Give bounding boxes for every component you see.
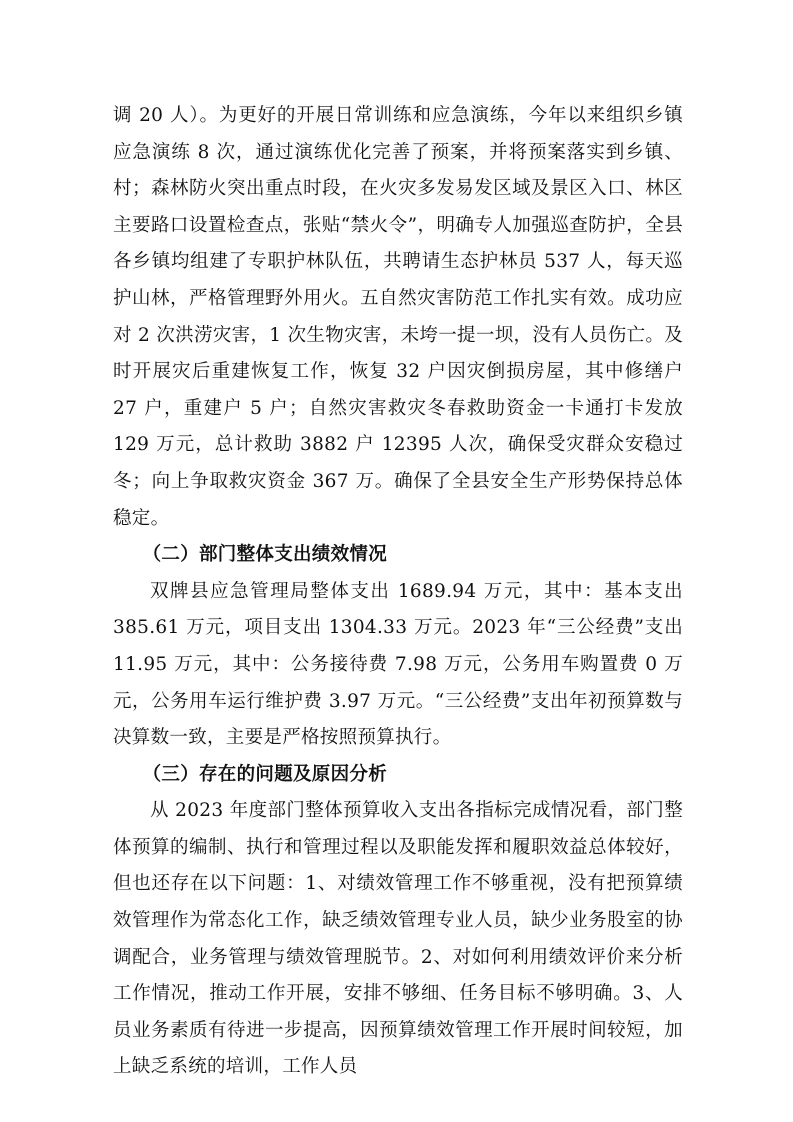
paragraph-problems: 从 2023 年度部门整体预算收入支出各指标完成情况看，部门整体预算的编制、执行和管理过程以及职能发挥和履职效益总体较好，但也还存在以下问题：1、对绩效管理工作不够重视，没有把预算绩效管理作为常态化工作，缺乏绩效管理专业人员，缺少业务股室的协调配合，业务管理与绩效管理脱节。2、对如何利用绩效评价来分析工作情况，推动工作开展，安排不够细、任务目标不够明确。3、人员业务素质有待进一步提高，因预算绩效管理工作开展时间较短，加上缺乏系统的培训，工作人员 bbox=[113, 800, 683, 1078]
paragraph-expenditure: 双牌县应急管理局整体支出 1689.94 万元，其中：基本支出 385.61 万元，项目支出 1304.33 万元。2023 年“三公经费”支出 11.95 万元，其中：公务接待费 7.98 万元，公务用车购置费 0 万元，公务用车运行维护费 3.97 万元。“三公经费”支出年初预算数与决算数一致，主要是严格按照预算执行。 bbox=[113, 580, 683, 749]
document-body bbox=[113, 98, 683, 1086]
section-heading-problems: （三）存在的问题及原因分析 bbox=[142, 763, 387, 785]
section-heading-expenditure: （二）部门整体支出绩效情况 bbox=[142, 544, 387, 566]
paragraph-emergency-work: 调 20 人）。为更好的开展日常训练和应急演练，今年以来组织乡镇应急演练 8 次，通过演练优化完善了预案，并将预案落实到乡镇、村；森林防火突出重点时段，在火灾多发易发区域及景区入口、林区主要路口设置检查点，张贴“禁火令”，明确专人加强巡查防护，全县各乡镇均组建了专职护林队伍，共聘请生态护林员 537 人，每天巡护山林，严格管理野外用火。五自然灾害防范工作扎实有效。成功应对 2 次洪涝灾害，1 次生物灾害，未垮一提一坝，没有人员伤亡。及时开展灾后重建恢复工作，恢复 32 户因灾倒损房屋，其中修缮户 27 户，重建户 5 户；自然灾害救灾冬春救助资金一卡通打卡发放 129 万元，总计救助 3882 户 12395 人次，确保受灾群众安稳过冬；向上争取救灾资金 367 万。确保了全县安全生产形势保持总体稳定。 bbox=[113, 105, 683, 529]
